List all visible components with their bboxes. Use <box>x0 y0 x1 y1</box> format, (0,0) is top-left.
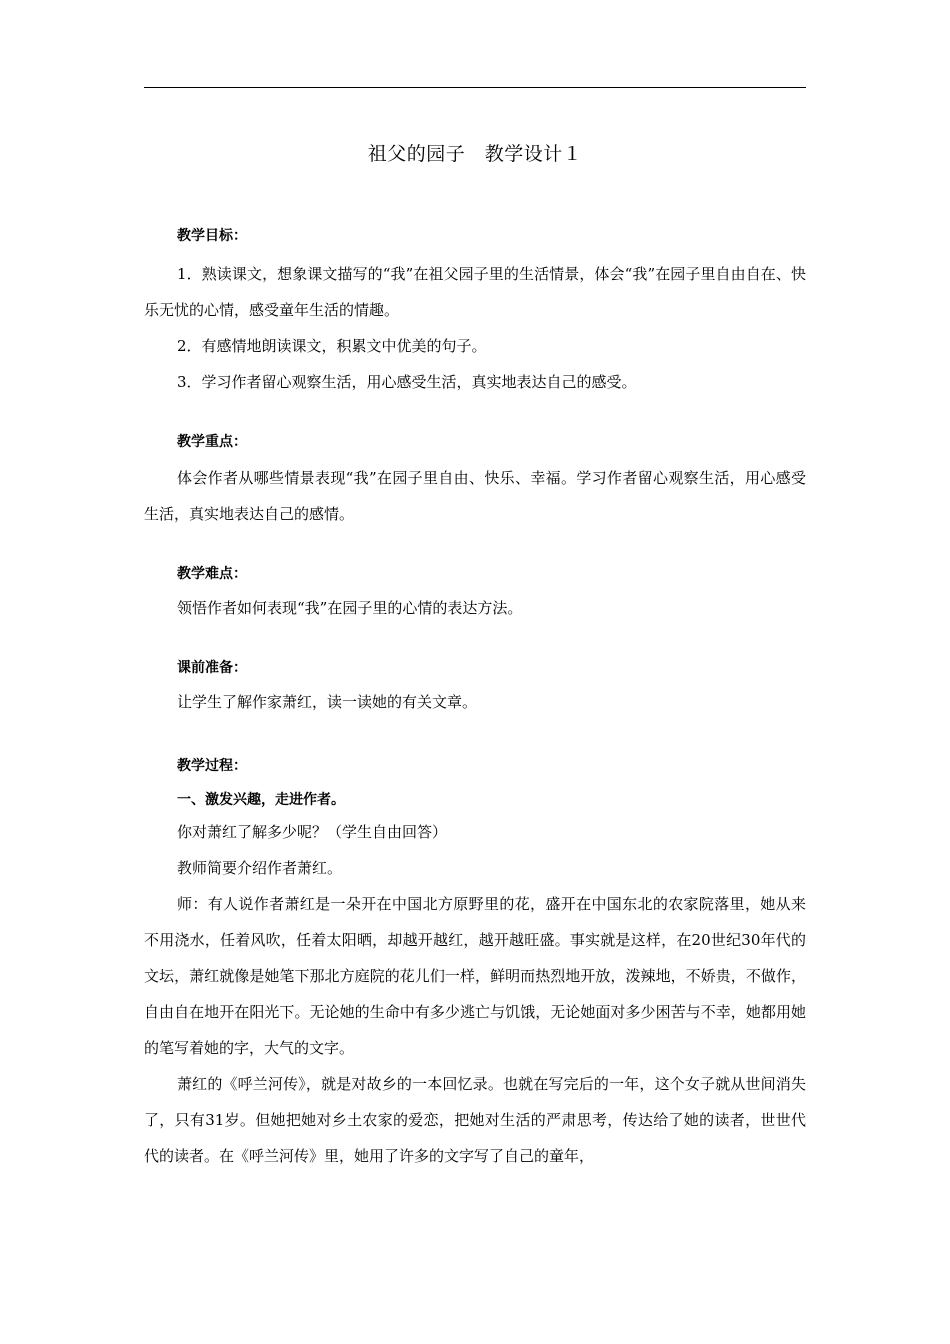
header-rule <box>144 87 806 88</box>
step1-heading: 一、激发兴趣，走进作者。 <box>177 792 345 808</box>
goal-item: 3．学习作者留心观察生活，用心感受生活，真实地表达自己的感受。 <box>177 373 637 391</box>
goal-item: 1．熟读课文，想象课文描写的“我”在祖父园子里的生活情景，体会“我”在园子里自由自在、快乐无忧的心情，感受童年生活的情趣。 <box>144 265 806 319</box>
difficulty-text: 领悟作者如何表现“我”在园子里的心情的表达方法。 <box>177 599 523 617</box>
page-title: 祖父的园子 教学设计１ <box>367 143 583 165</box>
section-heading-prep: 课前准备： <box>177 660 247 676</box>
key-text: 体会作者从哪些情景表现“我”在园子里自由、快乐、幸福。学习作者留心观察生活，用心感受生活，真实地表达自己的感情。 <box>144 469 806 523</box>
section-heading-goals: 教学目标： <box>177 228 247 244</box>
prep-text: 让学生了解作家萧红，读一读她的有关文章。 <box>177 693 478 711</box>
step1-line: 你对萧红了解多少呢？（学生自由回答） <box>177 823 448 841</box>
step1-paragraph: 师：有人说作者萧红是一朵开在中国北方原野里的花，盛开在中国东北的农家院落里，她从来不用浇水，任着风吹，任着太阳晒，却越开越红，越开越旺盛。事实就是这样，在20世纪30年代的文坛，萧红就像是她笔下那北方庭院的花儿们一样，鲜明而热烈地开放，泼辣地，不娇贵，不做作，自由自在地开在阳光下。无论她的生命中有多少逃亡与饥饿，无论她面对多少困苦与不幸，她都用她的笔写着她的字，大气的文字。 <box>144 895 806 1057</box>
section-heading-key: 教学重点： <box>177 434 247 450</box>
section-heading-difficulty: 教学难点： <box>177 566 247 582</box>
document-body <box>144 224 806 1174</box>
step1-paragraph: 萧红的《呼兰河传》，就是对故乡的一本回忆录。也就在写完后的一年，这个女子就从世间消失了，只有31岁。但她把她对乡土农家的爱恋，把她对生活的严肃思考，传达给了她的读者，世世代代的读者。在《呼兰河传》里，她用了许多的文字写了自己的童年， <box>144 1075 806 1165</box>
section-heading-process: 教学过程： <box>177 758 247 774</box>
goal-item: 2．有感情地朗读课文，积累文中优美的句子。 <box>177 337 487 355</box>
step1-line: 教师简要介绍作者萧红。 <box>177 859 343 877</box>
